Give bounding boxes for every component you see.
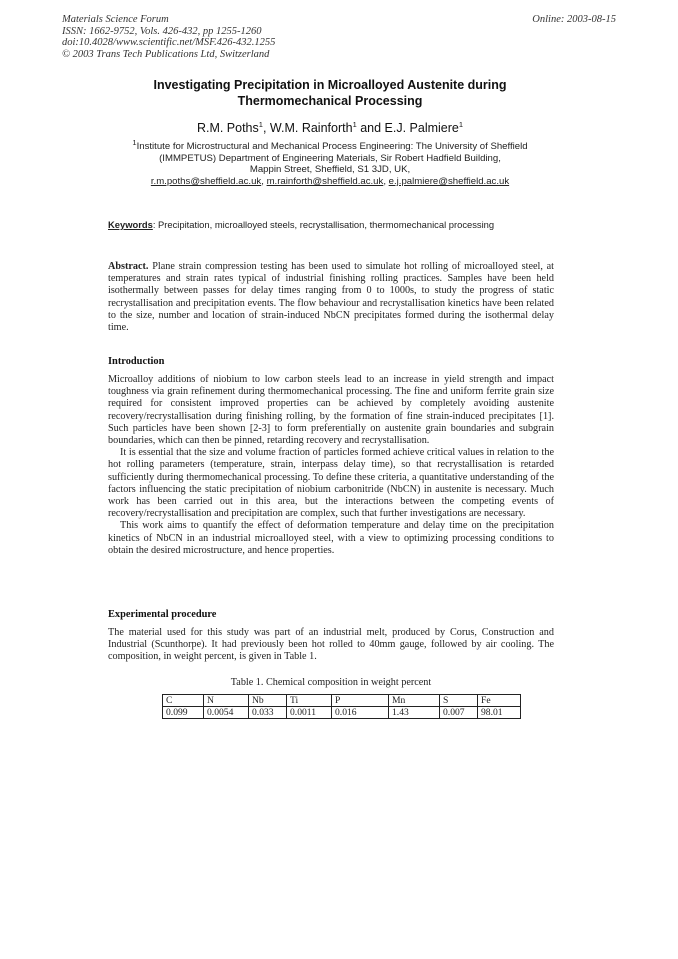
experimental-heading: Experimental procedure — [108, 609, 217, 620]
issn-line: ISSN: 1662-9752, Vols. 426-432, pp 1255-1260 — [62, 25, 262, 37]
author-name: E.J. Palmiere — [384, 121, 459, 136]
introduction-heading: Introduction — [108, 356, 165, 367]
table-header-cell: Fe — [478, 695, 521, 707]
author-affiliation-mark: 1 — [458, 120, 464, 129]
author-separator: , — [262, 121, 270, 136]
abstract-text: Plane strain compression testing has been used to simulate hot rolling of microalloyed steel, at temperatures and strain rates typical of industrial finishing rolling practices. Samples have been held isothermally between passes for delay times ranging from 0 to 1000s, to study the progress of static recrystallisation and precipitation events. The flow behaviour and recrystallisation kinetics have been related to the size, number and location of strain-induced NbCN precipitates formed during the isothermal delay time. — [108, 261, 554, 334]
table-row — [163, 707, 521, 719]
table-cell: 0.016 — [332, 707, 389, 719]
title-line-1: Investigating Precipitation in Microalloyed Austenite during — [153, 78, 507, 92]
author-separator: and — [356, 121, 385, 136]
author-affiliation-mark: 1 — [352, 120, 357, 129]
author-name: R.M. Poths — [196, 121, 259, 136]
copyright-line: © 2003 Trans Tech Publications Ltd, Switzerland — [62, 48, 270, 60]
affiliation-mark: 1 — [132, 138, 137, 147]
doi-line: doi:10.4028/www.scientific.net/MSF.426-432.1255 — [62, 37, 276, 48]
table-caption: Table 1. Chemical composition in weight percent — [230, 677, 432, 688]
table-cell: 98.01 — [478, 707, 521, 719]
table-header-cell: N — [204, 695, 249, 707]
introduction-paragraph: It is essential that the size and volume fraction of particles formed achieve critical values in relation to the hot rolling parameters (temperature, strain, interpass delay time), so that recrystallisation is retarded sufficiently during thermomechanical processing. To define these criteria, a quantitative understanding of the factors influencing the static precipitation of niobium carbonitride (NbCN) in austenite is necessary. Much work has been carried out in this area, but the interactions between the competing events of recovery/recrystallisation and precipitation are complex, such that further investigations are necessary. — [108, 447, 554, 520]
table-header-cell: S — [440, 695, 478, 707]
journal-header — [62, 14, 275, 60]
abstract-label: Abstract. — [108, 261, 149, 272]
table-header-row — [163, 695, 521, 707]
affiliation-line-2: (IMMPETUS) Department of Engineering Materials, Sir Robert Hadfield Building, — [159, 152, 501, 164]
experimental-paragraph: The material used for this study was part of an industrial melt, produced by Corus, Construction and Industrial (Scunthorpe). It had previously been hot rolled to 40mm gauge, followed by air cooling. The composition, in weight percent, is given in Table 1. — [108, 627, 554, 663]
introduction-paragraph: This work aims to quantify the effect of deformation temperature and delay time on the precipitation kinetics of NbCN in an industrial microalloyed steel, with a view to optimizing processing conditions to obtain the desired microstructure, and hence properties. — [108, 520, 554, 556]
author-name: W.M. Rainforth — [269, 121, 353, 136]
keywords-label: Keywords — [108, 219, 153, 230]
paper-title — [100, 77, 560, 109]
email-link[interactable]: e.j.palmiere@sheffield.ac.uk — [388, 175, 510, 187]
abstract — [108, 261, 554, 334]
email-separator: , — [383, 175, 389, 187]
affiliation — [100, 137, 560, 188]
email-link[interactable]: m.rainforth@sheffield.ac.uk — [266, 175, 384, 187]
table-cell: 0.007 — [440, 707, 478, 719]
table-cell: 0.0011 — [287, 707, 332, 719]
author-list — [100, 120, 560, 135]
table-header-cell: P — [332, 695, 389, 707]
table-cell: 0.033 — [249, 707, 287, 719]
author-affiliation-mark: 1 — [258, 120, 263, 129]
table-header-cell: Ti — [287, 695, 332, 707]
journal-name: Materials Science Forum — [62, 14, 169, 25]
email-link[interactable]: r.m.poths@sheffield.ac.uk — [150, 175, 262, 187]
introduction-paragraph: Microalloy additions of niobium to low carbon steels lead to an increase in yield strength and impact toughness via grain refinement during thermomechanical processing. The fine and uniform ferrite grain size required for consistent improved properties can be achieved by completely avoiding austenite recovery/recrystallisation during finishing rolling, by the formation of fine strain-induced precipitates [1]. Such particles have been shown [2-3] to form preferentially on austenite grain boundaries and subgrain boundaries, which can then be pinned, retarding recovery and recrystallisation. — [108, 374, 554, 447]
email-list — [100, 176, 560, 188]
title-line-2: Thermomechanical Processing — [237, 94, 423, 108]
table-cell: 1.43 — [389, 707, 440, 719]
introduction-body — [108, 374, 554, 557]
affiliation-line-1: Institute for Microstructural and Mechanical Process Engineering: The University of Sheffield — [136, 141, 528, 153]
composition-table — [162, 694, 521, 719]
table-cell: 0.099 — [163, 707, 204, 719]
keywords-text: : Precipitation, microalloyed steels, recrystallisation, thermomechanical processing — [152, 219, 495, 230]
table-header-cell: Nb — [249, 695, 287, 707]
online-date: Online: 2003-08-15 — [532, 14, 616, 25]
email-separator: , — [261, 175, 267, 187]
keywords — [108, 219, 548, 230]
affiliation-line-3: Mappin Street, Sheffield, S1 3JD, UK, — [249, 164, 411, 176]
table-header-cell: Mn — [389, 695, 440, 707]
table-cell: 0.0054 — [204, 707, 249, 719]
table-header-cell: C — [163, 695, 204, 707]
